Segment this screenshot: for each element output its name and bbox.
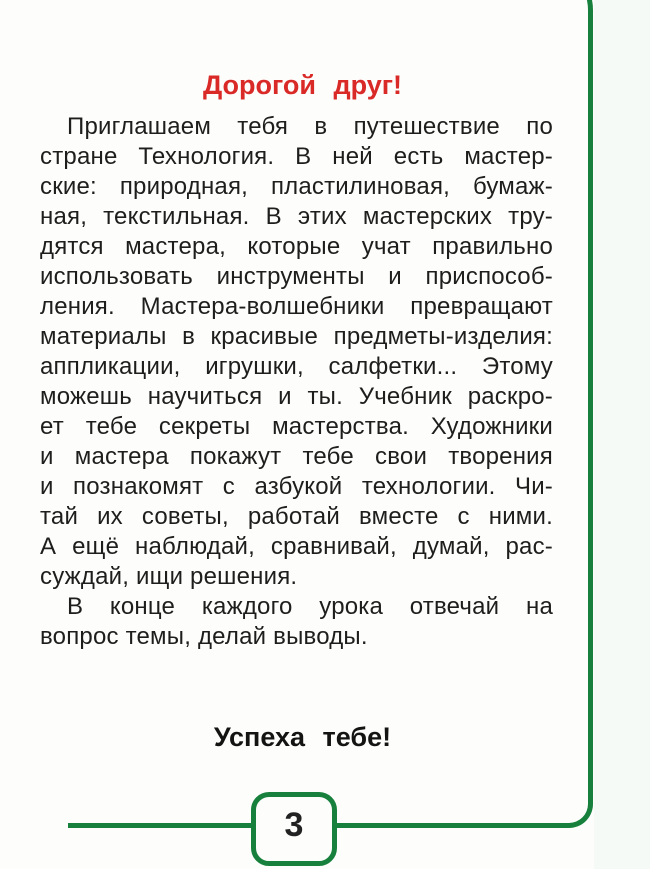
closing-line: Успеха тебе! [213,722,392,752]
text-line: вопрос темы, делай выводы. [40,623,368,650]
page-edge-tint [594,0,650,869]
body-text [40,112,553,652]
text-line: аппликации, игрушки, салфетки... Этому [40,353,553,380]
page-number-badge [251,792,337,866]
page-number: 3 [284,805,304,844]
text-line: дятся мастера, которые учат правильно [40,233,553,260]
text-line: суждай, ищи решения. [40,563,298,590]
text-line: ские: природная, пластилиновая, бумаж- [40,173,553,200]
text-line: тай их советы, работай вместе с ними. [40,503,553,530]
text-line: ления. Мастера-волшебники превращают [40,293,553,320]
text-line: А ещё наблюдай, сравнивай, думай, рас- [40,533,553,560]
text-line: материалы в красивые предметы-изделия: [40,323,553,350]
text-line: и познакомят с азбукой технологии. Чи- [40,473,553,500]
text-line: ет тебе секреты мастерства. Художники [40,413,553,440]
paragraph [40,112,553,592]
text-line: Приглашаем тебя в путешествие по [67,113,553,140]
text-line: можешь научиться и ты. Учебник раскро- [40,383,553,410]
text-line: стране Технология. В ней есть мастер- [40,143,553,170]
text-line: В конце каждого урока отвечай на [67,593,553,620]
page-title: Дорогой друг! [202,70,403,100]
page-content [40,0,553,752]
paragraph [40,592,553,652]
text-line: и мастера покажут тебе свои творения [40,443,553,470]
text-line: ная, текстильная. В этих мастерских тру- [40,203,553,230]
text-line: использовать инструменты и приспособ- [40,263,553,290]
